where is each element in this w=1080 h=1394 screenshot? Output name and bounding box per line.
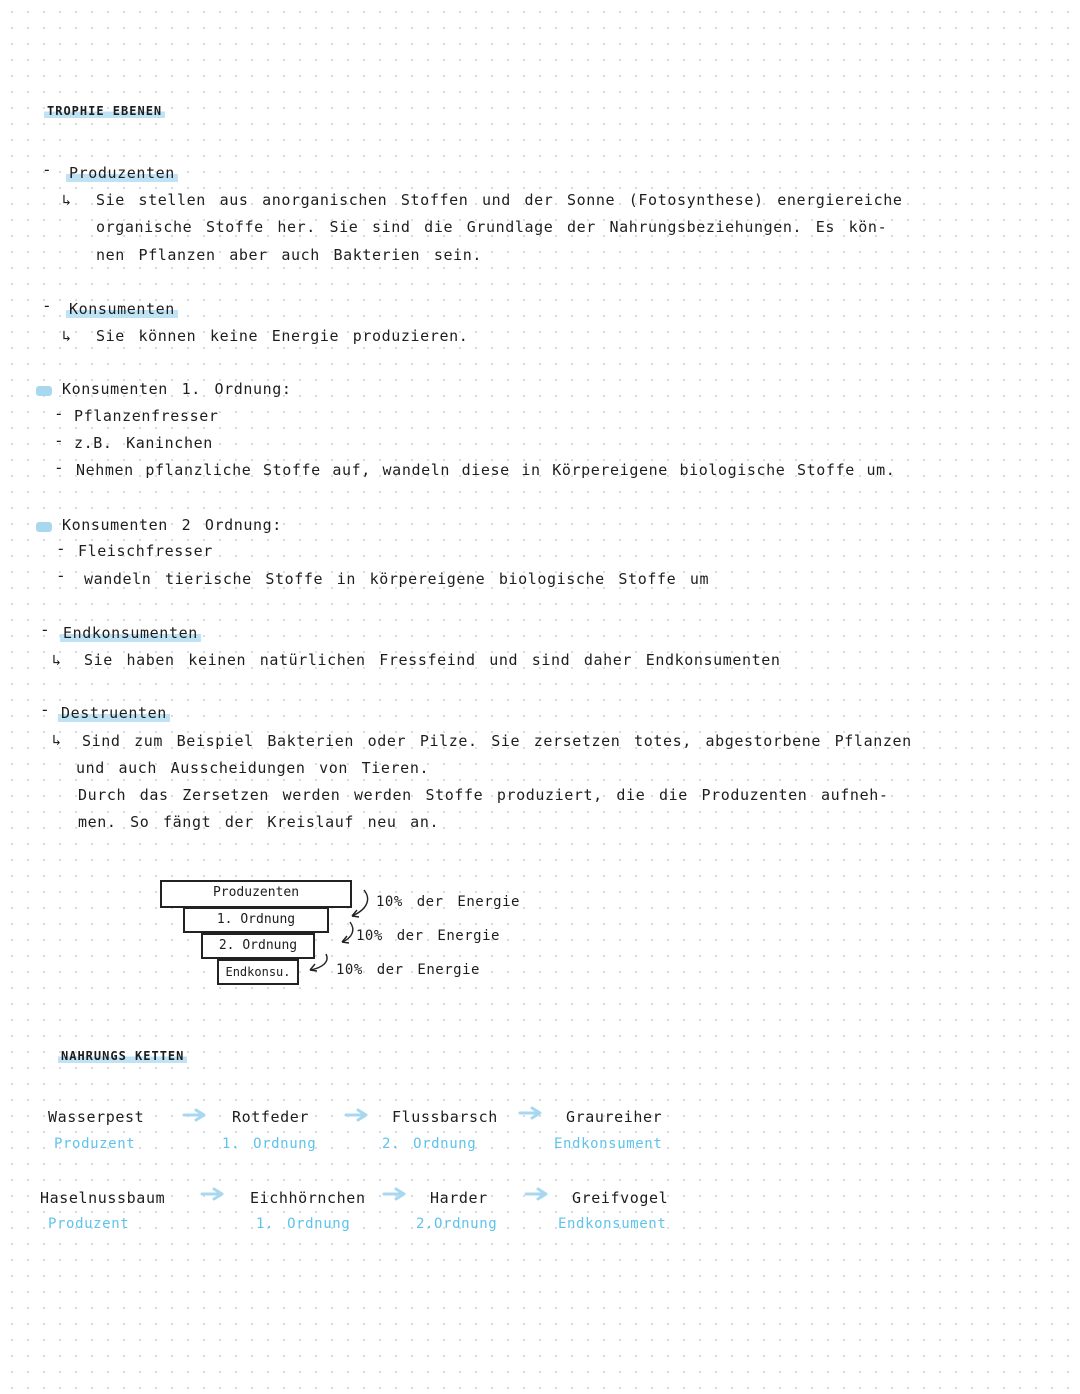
text-line: und auch Ausscheidungen von Tieren. (76, 759, 430, 777)
chain-item-role: 1. Ordnung (222, 1136, 317, 1152)
arrow-right-icon (182, 1108, 210, 1122)
pyramid-level-ordnung1: 1. Ordnung (183, 907, 329, 933)
chain-item-role: Endkonsument (558, 1216, 667, 1232)
energy-label: 10% der Energie (336, 962, 480, 978)
arrow-right-icon (344, 1108, 372, 1122)
bullet-dash: - (42, 160, 52, 179)
arrow-icon: ↳ (62, 327, 72, 345)
section-heading-destruenten: Destruenten (58, 704, 170, 722)
bullet-dash: - (54, 431, 64, 450)
arrow-icon: ↳ (52, 651, 62, 669)
chain-item-role: Endkonsument (554, 1136, 663, 1152)
arrow-icon: ↳ (52, 731, 62, 749)
pyramid-level-produzenten: Produzenten (160, 880, 352, 908)
section-heading-konsumenten: Konsumenten (66, 300, 178, 318)
chain-item-name: Flussbarsch (392, 1108, 498, 1126)
list-item: Pflanzenfresser (74, 407, 219, 425)
chain-item-name: Haselnussbaum (40, 1189, 166, 1207)
chain-item-name: Rotfeder (232, 1108, 310, 1126)
arrow-right-icon (200, 1187, 228, 1201)
pyramid-level-endkonsu: Endkonsu. (217, 959, 299, 985)
section-title-nahrungsketten: NAHRUNGS KETTEN (58, 1049, 187, 1063)
chain-item-role: Produzent (48, 1216, 130, 1232)
section-heading-produzenten: Produzenten (66, 164, 178, 182)
bullet-dash: - (56, 539, 66, 558)
chain-item-role: 1. Ordnung (256, 1216, 351, 1232)
bullet-highlight (36, 381, 52, 400)
arrow-icon: ↳ (62, 191, 72, 209)
arrow-right-icon (518, 1106, 546, 1120)
text-line: Durch das Zersetzen werden werden Stoffe produziert, die die Produzenten aufneh- (78, 786, 889, 804)
chain-item-role: Produzent (54, 1136, 136, 1152)
energy-label: 10% der Energie (376, 894, 520, 910)
section-heading-endkonsumenten: Endkonsumenten (60, 624, 201, 642)
chain-item-name: Graureiher (566, 1108, 663, 1126)
bullet-dash: - (54, 458, 64, 477)
bullet-dash: - (56, 566, 66, 585)
section-heading-ordnung2: Konsumenten 2 Ordnung: (62, 516, 282, 534)
text-line: Sie können keine Energie produzieren. (96, 327, 469, 345)
arrow-right-icon (382, 1187, 410, 1201)
list-item: wandeln tierische Stoffe in körpereigene biologische Stoffe um (84, 570, 710, 588)
bullet-dash: - (40, 700, 50, 719)
list-item: Nehmen pflanzliche Stoffe auf, wandeln diese in Körpereigene biologische Stoffe um. (76, 461, 896, 479)
text-line: Sie haben keinen natürlichen Fressfeind und sind daher Endkonsumenten (84, 651, 781, 669)
chain-item-name: Eichhörnchen (250, 1189, 366, 1207)
bullet-dash: - (42, 296, 52, 315)
text-line: Sind zum Beispiel Bakterien oder Pilze. Sie zersetzen totes, abgestorbene Pflanzen (82, 732, 912, 750)
chain-item-name: Greifvogel (572, 1189, 669, 1207)
section-heading-ordnung1: Konsumenten 1. Ordnung: (62, 380, 292, 398)
chain-item-role: 2.Ordnung (416, 1216, 498, 1232)
page-title: TROPHIE EBENEN (44, 104, 165, 118)
chain-item-name: Wasserpest (48, 1108, 145, 1126)
list-item: z.B. Kaninchen (74, 434, 213, 452)
energy-label: 10% der Energie (356, 928, 500, 944)
bullet-highlight (36, 517, 52, 536)
text-line: nen Pflanzen aber auch Bakterien sein. (96, 246, 482, 264)
bullet-dash: - (40, 620, 50, 639)
text-line: organische Stoffe her. Sie sind die Grundlage der Nahrungsbeziehungen. Es kön- (96, 218, 888, 236)
arrow-right-icon (524, 1187, 552, 1201)
text-line: men. So fängt der Kreislauf neu an. (78, 813, 440, 831)
chain-item-name: Harder (430, 1189, 488, 1207)
text-line: Sie stellen aus anorganischen Stoffen und der Sonne (Fotosynthese) energiereiche (96, 191, 903, 209)
pyramid-level-ordnung2: 2. Ordnung (201, 933, 315, 959)
chain-item-role: 2. Ordnung (382, 1136, 477, 1152)
bullet-dash: - (54, 404, 64, 423)
list-item: Fleischfresser (78, 542, 213, 560)
